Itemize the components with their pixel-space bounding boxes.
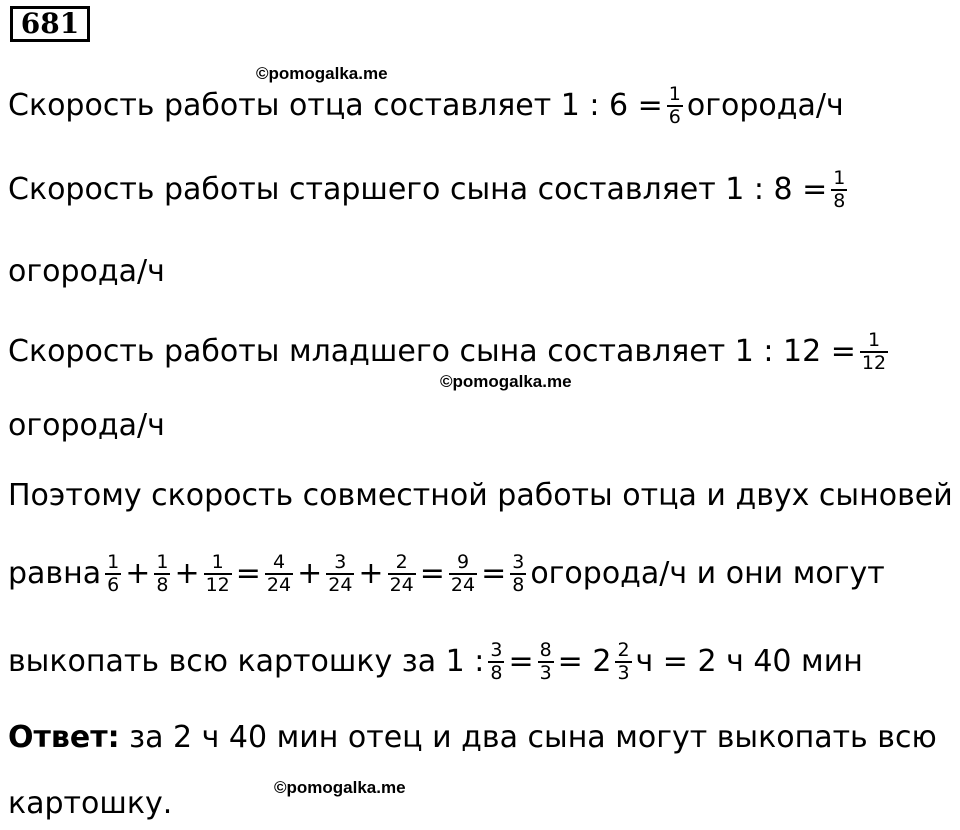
fraction	[154, 552, 170, 596]
numerator: 9	[456, 551, 470, 574]
operator: =	[508, 644, 534, 679]
operator: +	[297, 556, 323, 591]
denominator: 3	[617, 661, 630, 684]
watermark: ©pomogalka.me	[274, 778, 406, 797]
combined-rate-intro	[8, 474, 953, 518]
watermark: ©pomogalka.me	[256, 64, 388, 83]
fraction	[510, 552, 526, 596]
operator: = 2	[557, 644, 612, 679]
denominator: 24	[389, 573, 414, 596]
numerator: 1	[833, 167, 846, 190]
numerator: 8	[539, 639, 552, 662]
operator: +	[358, 556, 384, 591]
numerator: 3	[334, 551, 347, 574]
text: огорода/ч	[8, 254, 165, 289]
older-son-rate-line	[8, 168, 851, 212]
text: Поэтому скорость совместной работы отца и двух сыновей	[8, 478, 953, 513]
fraction	[538, 640, 554, 684]
text: выкопать всю картошку за 1 :	[8, 644, 485, 679]
denominator: 8	[833, 189, 846, 212]
text: за 2 ч 40 мин отец и два сына могут выкопать всю	[119, 720, 937, 755]
fraction	[105, 552, 121, 596]
unit-line	[8, 250, 165, 294]
fraction	[265, 552, 293, 596]
numerator: 1	[668, 83, 681, 106]
numerator: 1	[156, 551, 169, 574]
operator: =	[419, 556, 445, 591]
text: огорода/ч	[8, 408, 165, 443]
fraction	[615, 640, 631, 684]
operator: =	[481, 556, 507, 591]
father-rate-line	[8, 84, 844, 128]
text: равна	[8, 556, 102, 591]
unit-text: огорода/ч	[686, 88, 844, 123]
watermark: ©pomogalka.me	[440, 372, 572, 391]
text: Скорость работы отца составляет 1 : 6 =	[8, 88, 663, 123]
operator: =	[235, 556, 261, 591]
denominator: 24	[266, 573, 292, 596]
text: картошку.	[8, 786, 173, 821]
time-equation	[8, 640, 863, 684]
denominator: 8	[512, 573, 525, 596]
answer-continuation	[8, 782, 172, 826]
numerator: 1	[107, 551, 120, 574]
text: Скорость работы младшего сына составляет 1 : 12 =	[8, 334, 856, 369]
answer-label: Ответ:	[8, 720, 120, 755]
unit-line	[8, 404, 165, 448]
denominator: 8	[156, 573, 169, 596]
numerator: 4	[272, 551, 286, 574]
denominator: 3	[539, 661, 552, 684]
younger-son-rate-line	[8, 330, 892, 374]
fraction	[667, 84, 683, 128]
fraction	[204, 552, 232, 596]
denominator: 24	[328, 573, 353, 596]
denominator: 8	[490, 661, 503, 684]
fraction	[860, 330, 888, 374]
fraction	[449, 552, 477, 596]
combined-rate-equation	[8, 552, 885, 596]
numerator: 3	[490, 639, 503, 662]
numerator: 1	[211, 551, 224, 574]
fraction	[488, 640, 504, 684]
numerator: 3	[512, 551, 525, 574]
denominator: 12	[861, 351, 887, 374]
numerator: 2	[617, 639, 630, 662]
problem-number-badge: 681	[10, 6, 90, 42]
numerator: 2	[395, 551, 408, 574]
fraction	[831, 168, 847, 212]
numerator: 1	[867, 329, 881, 352]
text: Скорость работы старшего сына составляет 1 : 8 =	[8, 172, 828, 207]
denominator: 6	[107, 573, 120, 596]
denominator: 6	[668, 105, 681, 128]
denominator: 12	[205, 573, 230, 596]
operator: +	[174, 556, 200, 591]
text: огорода/ч и они могут	[530, 556, 885, 591]
fraction	[326, 552, 354, 596]
denominator: 24	[450, 573, 476, 596]
operator: +	[125, 556, 151, 591]
fraction	[388, 552, 416, 596]
text: ч = 2 ч 40 мин	[635, 644, 863, 679]
answer-line	[8, 716, 937, 760]
